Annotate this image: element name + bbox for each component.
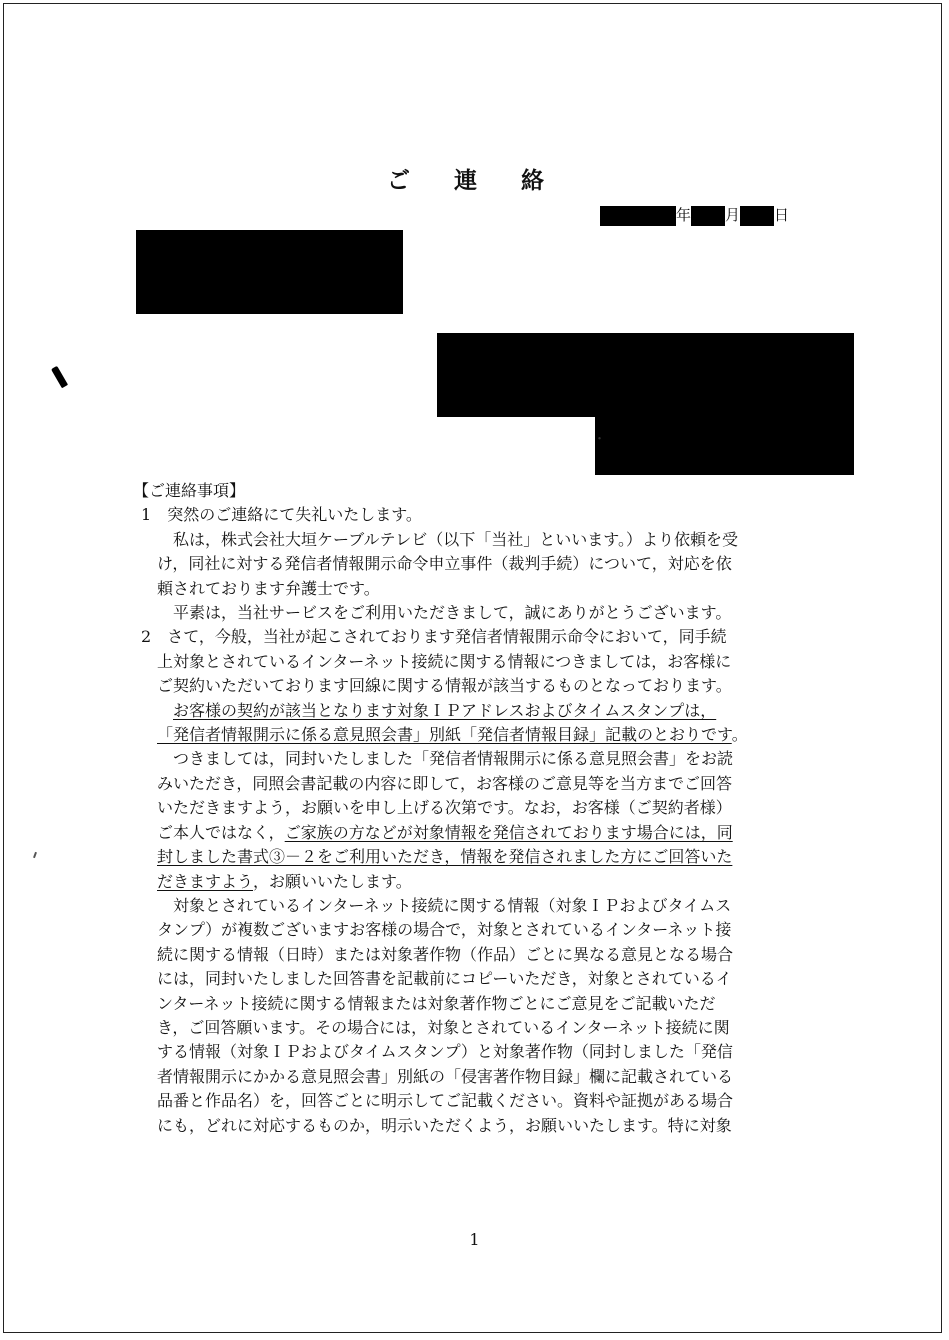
para-3-line: みいただき，同照会書記載の内容に即して，お客様のご意見等を当方までご回答 (157, 773, 733, 793)
underlined-text: だきますよう (157, 871, 254, 891)
para-4-line: にも，どれに対応するものか，明示いただくよう，お願いいたします。特に対象 (157, 1115, 732, 1135)
document-body (133, 479, 823, 1138)
para-3-line (157, 821, 823, 845)
underlined-text: お客様の契約が該当となります対象ＩＰアドレスおよびタイムスタンプは， (173, 700, 717, 720)
month-label: 月 (725, 206, 741, 224)
para-4-line: き，ご回答願います。その場合には，対象とされているインターネット接続に関 (157, 1017, 730, 1037)
para-3-line: つきましては，同封いたしました「発信者情報開示に係る意見照会書」をお読 (173, 749, 734, 769)
para-4-line: タンプ）が複数ございますお客様の場合で，対象とされているインターネット接 (157, 920, 732, 940)
section-heading: 【ご連絡事項】 (133, 481, 246, 500)
underlined-text: 「発信者情報開示に係る意見照会書」別紙「発信者情報目録」記載のとおりです (157, 725, 732, 745)
item-2-number: 2 (141, 627, 152, 647)
para-4-line: 者情報開示にかかる意見照会書」別紙の「侵害著作物目録」欄に記載されている (157, 1066, 734, 1086)
underlined-notice-line (173, 699, 823, 723)
item-2-line: ご契約いただいております回線に関する情報が該当するものとなっております。 (157, 676, 732, 696)
page-number: 1 (469, 1230, 480, 1249)
para-4-line: 続に関する情報（日時）または対象著作物（作品）ごとに異なる意見となる場合 (157, 944, 734, 964)
period: 。 (731, 725, 748, 745)
item-2 (141, 625, 823, 649)
para-1-line: 私は，株式会社大垣ケーブルテレビ（以下「当社」といいます。）より依頼を受 (173, 529, 738, 549)
para-3-line (157, 845, 823, 869)
para-4-line: する情報（対象ＩＰおよびタイムスタンプ）と対象著作物（同封しました「発信 (157, 1042, 733, 1062)
underlined-notice-line (157, 723, 823, 747)
para-1-line: け，同社に対する発信者情報開示命令申立事件（裁判手続）について，対応を依 (157, 554, 732, 574)
day-label: 日 (774, 206, 790, 224)
redacted-recipient-block (136, 230, 403, 314)
para-3-line: いただきますよう，お願いを申し上げる次第です。なお，お客様（ご契約者様） (157, 798, 732, 818)
plain-text: ，お願いいたします。 (253, 871, 412, 891)
para-4-line: 対象とされているインターネット接続に関する情報（対象ＩＰおよびタイムス (173, 895, 732, 915)
date-line (600, 204, 789, 226)
para-1-line: 頼されております弁護士です。 (157, 578, 380, 598)
redacted-sender-block (437, 333, 854, 417)
redacted-year (600, 206, 676, 226)
para-2-line: 平素は，当社サービスをご利用いただきまして，誠にありがとうございます。 (173, 603, 732, 623)
para-4-line: ンターネット接続に関する情報または対象著作物ごとにご意見をご記載いただ (157, 993, 716, 1013)
underlined-text: ご家族の方などが対象情報を発信されております場合には，同 (284, 822, 733, 842)
plain-text: ご本人ではなく， (157, 822, 285, 842)
item-1-text: 突然のご連絡にて失礼いたします。 (167, 505, 422, 525)
document-title: ご 連 絡 (386, 167, 562, 194)
redacted-month (691, 206, 725, 226)
redacted-sender-block-lower (595, 416, 854, 475)
para-4-line: には，同封いたしました回答書を記載前にコピーいただき，対象とされているイ (157, 969, 732, 989)
year-label: 年 (676, 206, 692, 224)
item-2-line: 上対象とされているインターネット接続に関する情報につきましては，お客様に (157, 651, 732, 671)
item-2-text: さて，今般，当社が起こされております発信者情報開示命令において，同手続 (167, 627, 727, 647)
para-4-line: 品番と作品名）を，回答ごとに明示してご記載ください。資料や証拠がある場合 (157, 1091, 734, 1111)
redacted-day (740, 206, 774, 226)
underlined-text: 封しました書式③－２をご利用いただき，情報を発信されました方にご回答いた (157, 847, 733, 867)
item-1-number: 1 (141, 505, 152, 525)
item-1 (141, 503, 823, 527)
para-3-line (157, 870, 823, 894)
stray-mark: ・ (593, 432, 607, 447)
